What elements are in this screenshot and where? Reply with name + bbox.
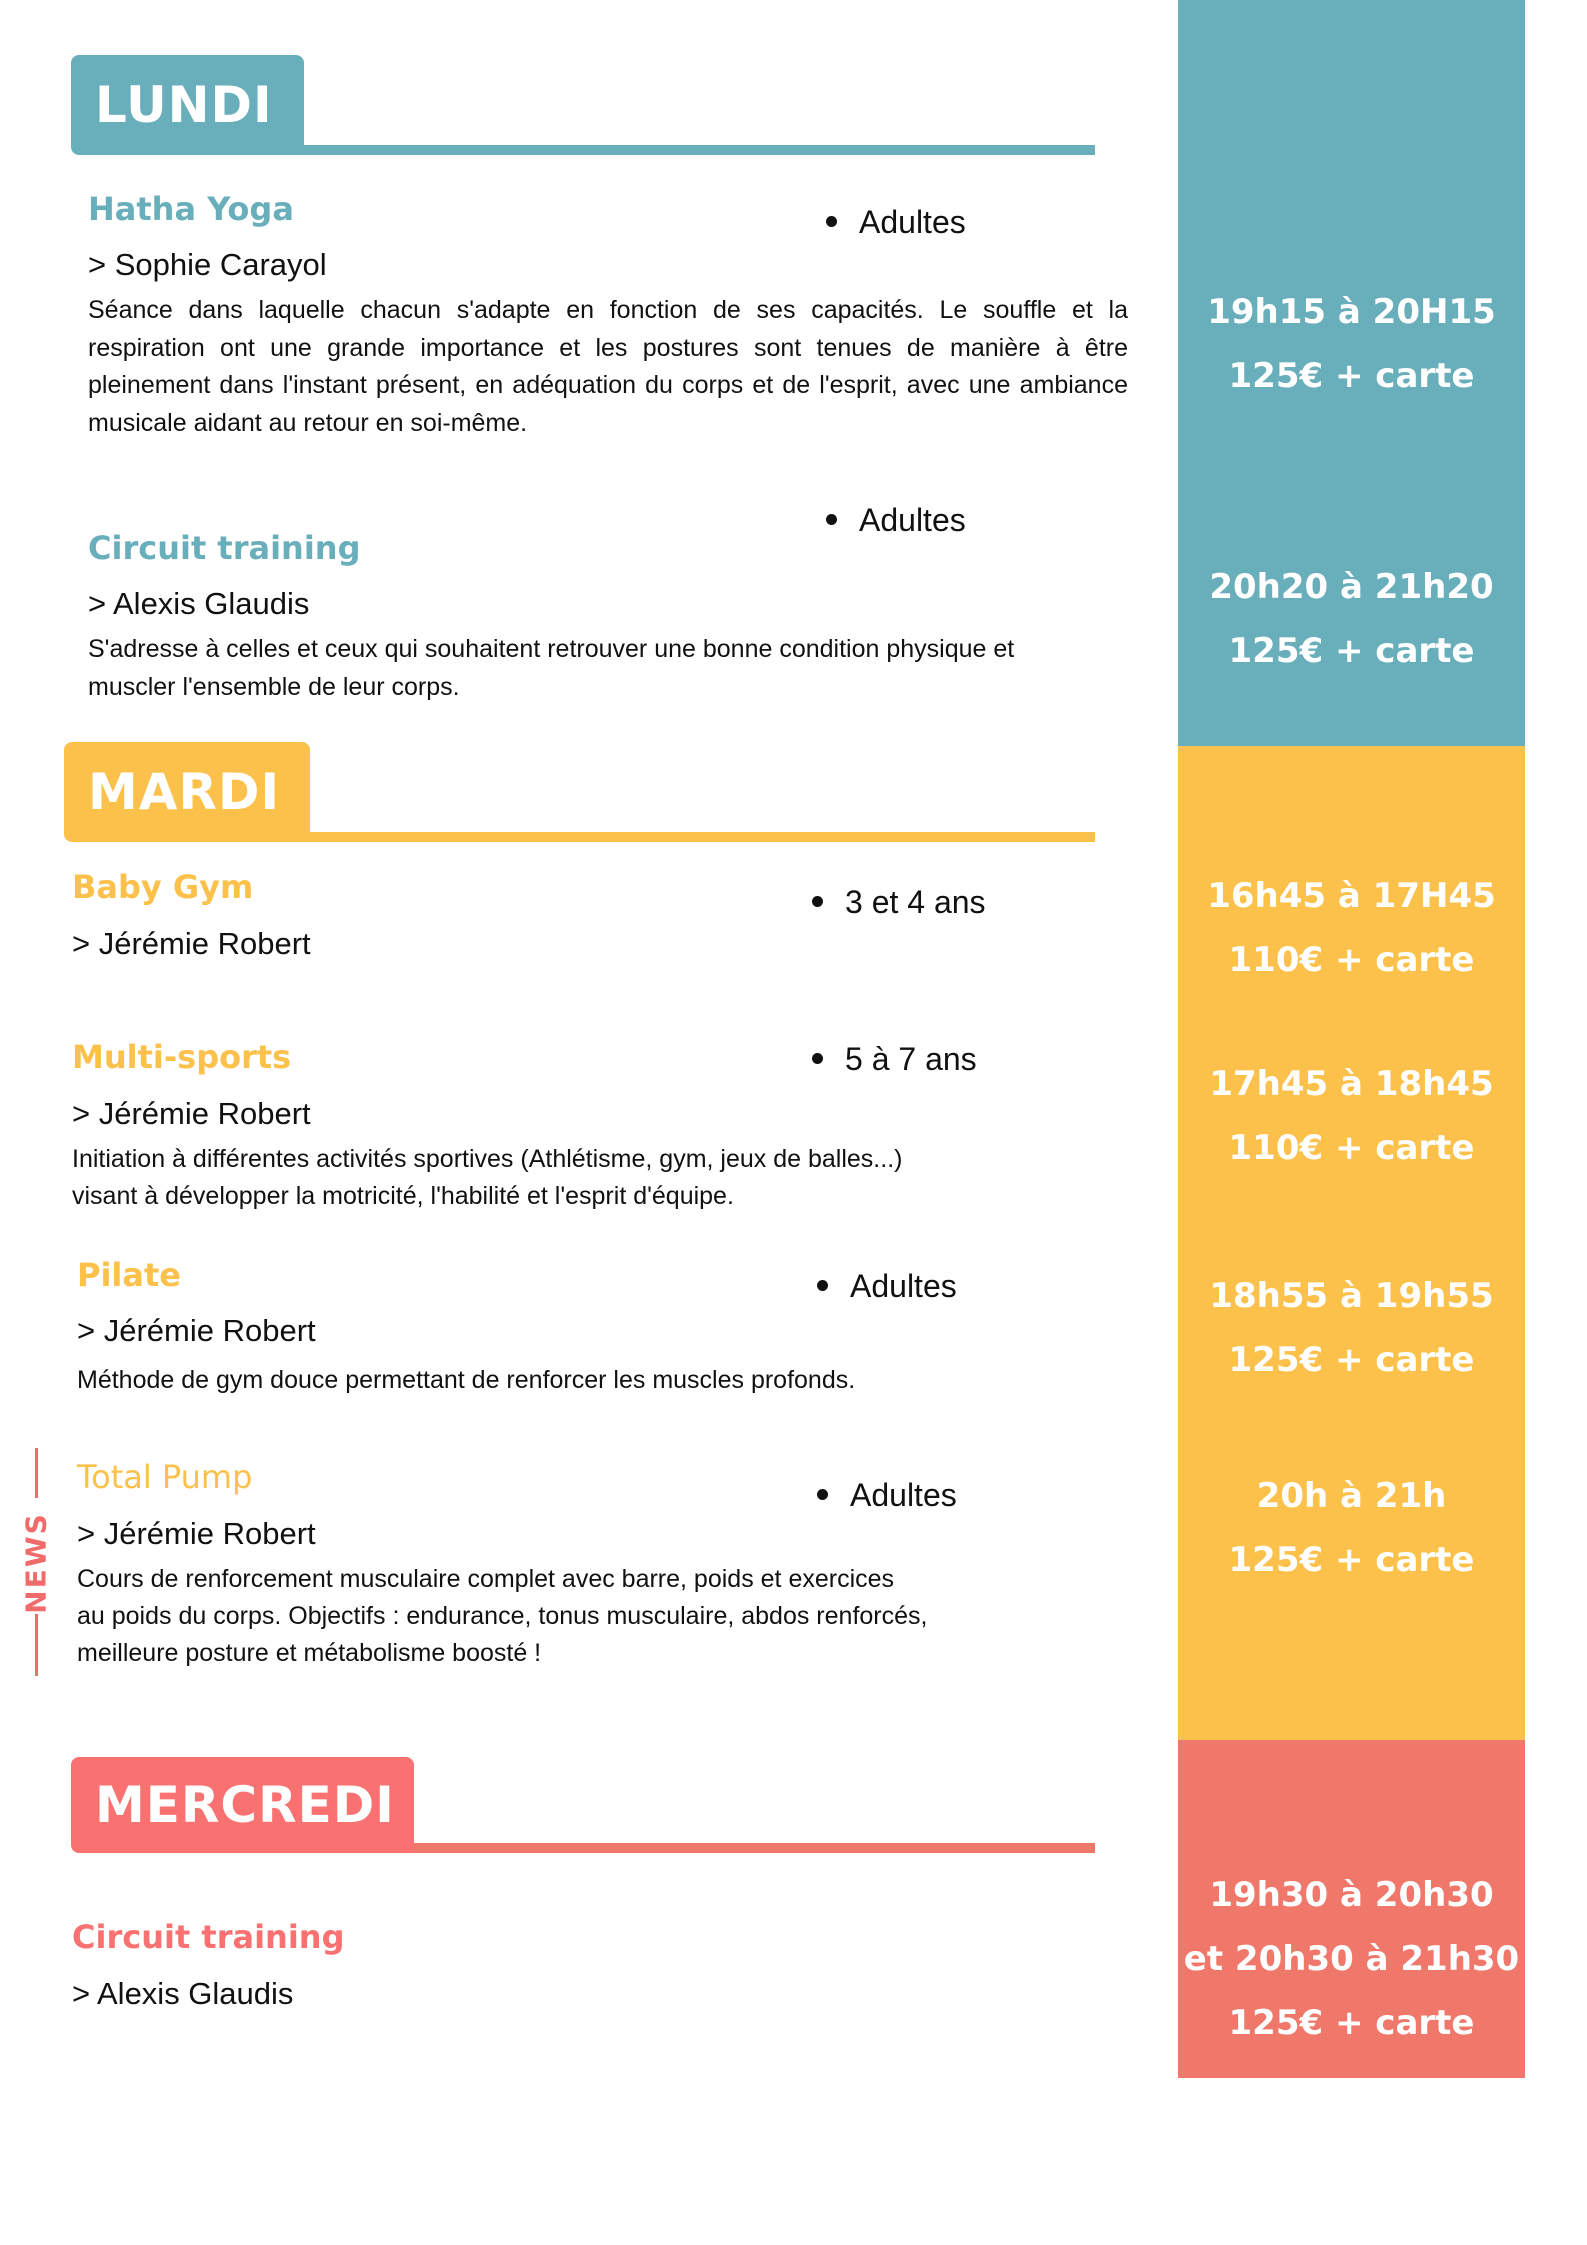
price-circuit-training-lundi: 125€ + carte (1228, 631, 1475, 671)
lundi-schedule-panel (1178, 0, 1525, 746)
bullet-icon (817, 1280, 828, 1291)
mercredi-divider (400, 1843, 1095, 1853)
bullet-icon (812, 1053, 823, 1064)
coach-circuit-training-lundi: > Alexis Glaudis (88, 586, 310, 621)
bullet-icon (826, 216, 837, 227)
description-total-pump-line-3: meilleure posture et métabolisme boosté ! (77, 1639, 542, 1667)
price-pilate: 125€ + carte (1228, 1340, 1475, 1380)
time-hatha-yoga: 19h15 à 20H15 (1207, 292, 1496, 332)
description-total-pump-line-1: Cours de renforcement musculaire complet avec barre, poids et exercices (77, 1565, 895, 1593)
audience-label: Adultes (859, 204, 966, 240)
news-line-bottom (35, 1614, 38, 1676)
coach-baby-gym: > Jérémie Robert (72, 926, 311, 961)
audience-label: 5 à 7 ans (845, 1041, 977, 1077)
mercredi-schedule-panel (1178, 1740, 1525, 2078)
description-total-pump-line-2: au poids du corps. Objectifs : endurance, tonus musculaire, abdos renforcés, (77, 1602, 928, 1630)
description-multi-sports-line-1: Initiation à différentes activités sportives (Athlétisme, gym, jeux de balles...) (72, 1145, 903, 1173)
time-circuit-training-mercredi-2: et 20h30 à 21h30 (1183, 1939, 1520, 1979)
coach-total-pump: > Jérémie Robert (77, 1516, 316, 1551)
price-total-pump: 125€ + carte (1228, 1540, 1475, 1580)
audience-label: Adultes (859, 502, 966, 538)
audience-pilate (817, 1266, 957, 1306)
time-baby-gym: 16h45 à 17H45 (1207, 876, 1496, 916)
time-circuit-training-lundi: 20h20 à 21h20 (1209, 567, 1494, 607)
day-header-mardi: MARDI (64, 742, 310, 842)
price-hatha-yoga: 125€ + carte (1228, 356, 1475, 396)
bullet-icon (826, 514, 837, 525)
course-title-circuit-training-mercredi: Circuit training (72, 1918, 345, 1956)
price-baby-gym: 110€ + carte (1228, 940, 1475, 980)
course-title-baby-gym: Baby Gym (72, 868, 254, 906)
bullet-icon (817, 1489, 828, 1500)
description-pilate: Méthode de gym douce permettant de renforcer les muscles profonds. (77, 1366, 856, 1394)
coach-pilate: > Jérémie Robert (77, 1313, 316, 1348)
price-circuit-training-mercredi: 125€ + carte (1228, 2003, 1475, 2043)
news-badge (14, 1448, 58, 1678)
audience-label: Adultes (850, 1268, 957, 1304)
coach-multi-sports: > Jérémie Robert (72, 1096, 311, 1131)
coach-circuit-training-mercredi: > Alexis Glaudis (72, 1976, 294, 2011)
day-header-lundi: LUNDI (71, 55, 304, 155)
description-circuit-training-lundi: S'adresse à celles et ceux qui souhaitent retrouver une bonne condition physique et muscler l'ensemble de leur corps. (88, 635, 1015, 701)
description-hatha-yoga: Séance dans laquelle chacun s'adapte en fonction de ses capacités. Le souffle et la respiration ont une grande importance et les postures sont tenues de manière à être pleinement dans l'instant présent, en adéquation du corps et de l'esprit, avec une ambiance musicale aidant au retour en soi-même. (88, 296, 1128, 437)
time-multi-sports: 17h45 à 18h45 (1209, 1064, 1494, 1104)
audience-circuit-training-lundi (826, 500, 966, 540)
time-pilate: 18h55 à 19h55 (1209, 1276, 1494, 1316)
course-title-pilate: Pilate (77, 1256, 181, 1294)
coach-hatha-yoga: > Sophie Carayol (88, 247, 327, 282)
mardi-divider (300, 832, 1095, 842)
lundi-divider (290, 145, 1095, 155)
mardi-schedule-panel (1178, 746, 1525, 1740)
audience-total-pump (817, 1475, 957, 1515)
course-title-hatha-yoga: Hatha Yoga (88, 190, 294, 228)
time-total-pump: 20h à 21h (1256, 1476, 1447, 1516)
audience-hatha-yoga (826, 202, 966, 242)
course-title-total-pump: Total Pump (77, 1458, 253, 1496)
price-multi-sports: 110€ + carte (1228, 1128, 1475, 1168)
audience-baby-gym (812, 882, 986, 922)
news-label: NEWS (19, 1512, 53, 1614)
time-circuit-training-mercredi-1: 19h30 à 20h30 (1209, 1875, 1494, 1915)
description-multi-sports-line-2: visant à développer la motricité, l'habilité et l'esprit d'équipe. (72, 1182, 734, 1210)
course-title-multi-sports: Multi-sports (72, 1038, 292, 1076)
day-header-mercredi: MERCREDI (71, 1757, 414, 1853)
course-title-circuit-training-lundi: Circuit training (88, 529, 361, 567)
bullet-icon (812, 896, 823, 907)
audience-label: Adultes (850, 1477, 957, 1513)
audience-multi-sports (812, 1039, 977, 1079)
news-line-top (35, 1448, 38, 1498)
audience-label: 3 et 4 ans (845, 884, 986, 920)
